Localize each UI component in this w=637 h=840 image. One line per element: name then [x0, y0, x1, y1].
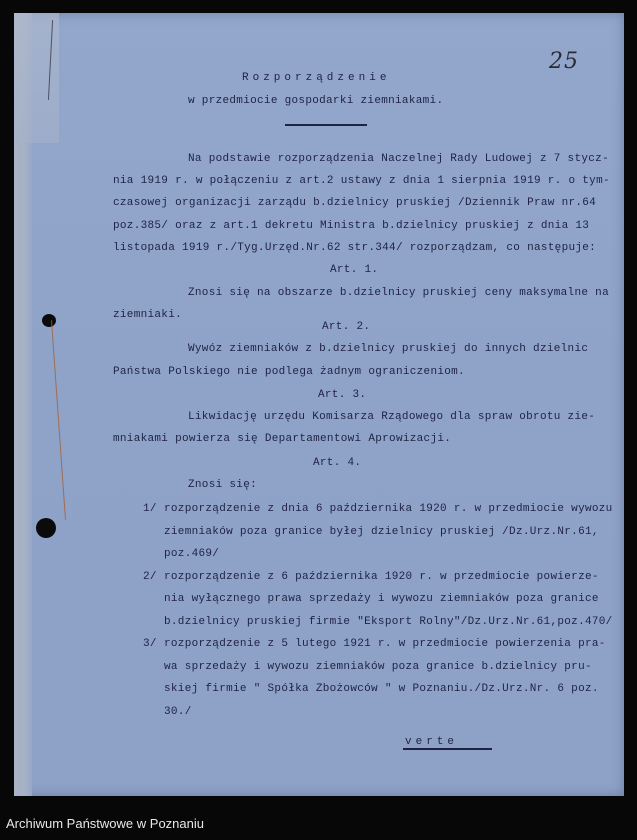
- document-title: Rozporządzenie: [242, 72, 391, 84]
- article-heading: Art. 1.: [330, 264, 379, 276]
- repeal-text-line: rozporządzenie z 6 października 1920 r. w przedmiocie powierze-: [164, 571, 599, 583]
- document-page: [14, 13, 624, 796]
- article-heading: Art. 3.: [318, 389, 367, 401]
- page-number: 25: [549, 49, 579, 74]
- repeal-text-line: b.dzielnicy pruskiej firmie "Eksport Rolny"/Dz.Urz.Nr.61,poz.470/: [164, 616, 613, 628]
- intro-line: nia 1919 r. w połączeniu z art.2 ustawy z dnia 1 sierpnia 1919 r. o tym-: [113, 175, 610, 187]
- punch-hole-lower: [36, 518, 56, 538]
- article-text-line: Znosi się na obszarze b.dzielnicy pruskiej ceny maksymalne na: [188, 287, 609, 299]
- document-subtitle: w przedmiocie gospodarki ziemniakami.: [188, 95, 444, 107]
- article-text-line: Znosi się:: [188, 479, 258, 491]
- article-text-line: mniakami powierza się Departamentowi Aprowizacji.: [113, 433, 452, 445]
- repeal-text-line: 30./: [164, 706, 192, 718]
- intro-line: Na podstawie rozporządzenia Naczelnej Rady Ludowej z 7 stycz-: [188, 153, 609, 165]
- intro-line: czasowej organizacji zarządu b.dzielnicy pruskiej /Dziennik Praw nr.64: [113, 197, 597, 209]
- repeal-number: 3/: [143, 638, 157, 650]
- article-heading: Art. 2.: [322, 321, 371, 333]
- article-text-line: Likwidację urzędu Komisarza Rządowego dla spraw obrotu zie-: [188, 411, 596, 423]
- punch-hole-upper: [42, 314, 56, 327]
- repeal-text-line: nia wyłącznego prawa sprzedaży i wywozu ziemniaków poza granice: [164, 593, 599, 605]
- archive-name: Archiwum Państwowe w Poznaniu: [6, 816, 204, 831]
- repeal-text-line: poz.469/: [164, 548, 220, 560]
- article-text-line: Wywóz ziemniaków z b.dzielnicy pruskiej do innych dzielnic: [188, 343, 589, 355]
- verte-note: verte: [405, 736, 459, 748]
- article-text-line: Państwa Polskiego nie podlega żadnym ograniczeniom.: [113, 366, 465, 378]
- verte-underline: [403, 748, 492, 750]
- intro-line: poz.385/ oraz z art.1 dekretu Ministra b.dzielnicy pruskiej z dnia 13: [113, 220, 590, 232]
- repeal-text-line: wa sprzedaży i wywozu ziemniaków poza granice b.dzielnicy pru-: [164, 661, 592, 673]
- repeal-text-line: skiej firmie " Spółka Zbożowców " w Poznaniu./Dz.Urz.Nr. 6 poz.: [164, 683, 599, 695]
- intro-line: listopada 1919 r./Tyg.Urzęd.Nr.62 str.344/ rozporządzam, co następuje:: [113, 242, 597, 254]
- repeal-number: 1/: [143, 503, 157, 515]
- archive-footer: [0, 808, 637, 840]
- repeal-text-line: ziemniaków poza granice byłej dzielnicy pruskiej /Dz.Urz.Nr.61,: [164, 526, 599, 538]
- repeal-text-line: rozporządzenie z dnia 6 października 1920 r. w przedmiocie wywozu: [164, 503, 613, 515]
- repeal-number: 2/: [143, 571, 157, 583]
- repeal-text-line: rozporządzenie z 5 lutego 1921 r. w przedmiocie powierzenia pra-: [164, 638, 606, 650]
- article-text-line: ziemniaki.: [113, 309, 183, 321]
- article-heading: Art. 4.: [313, 457, 362, 469]
- title-underline: [285, 124, 367, 126]
